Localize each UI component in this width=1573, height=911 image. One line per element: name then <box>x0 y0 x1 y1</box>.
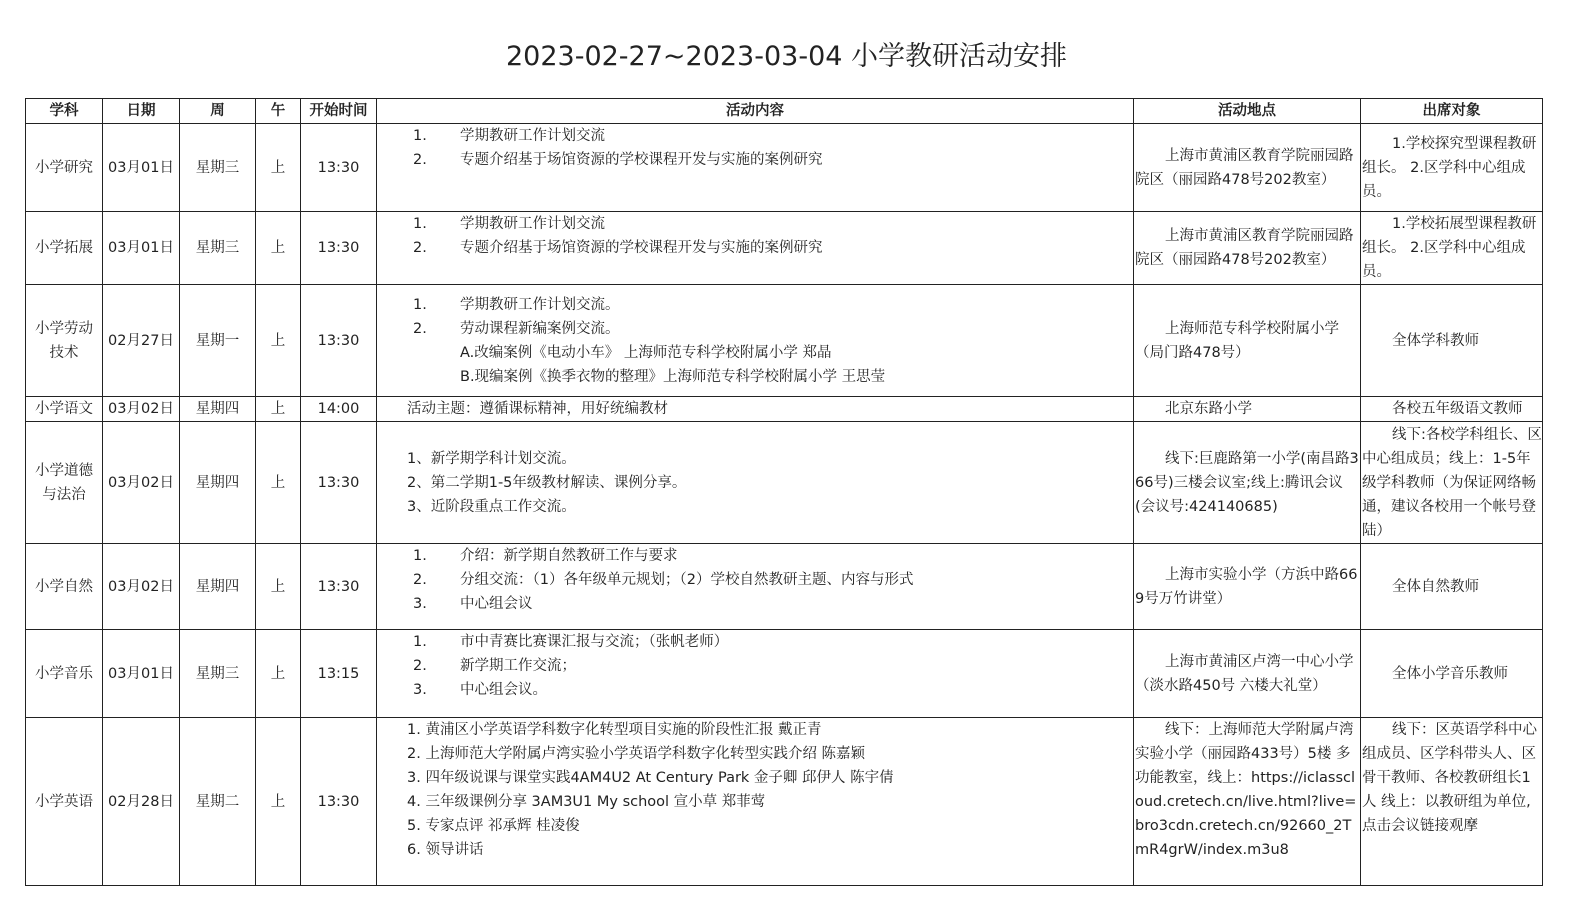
content-item: 2. 专题介绍基于场馆资源的学校课程开发与实施的案例研究 <box>413 152 823 168</box>
content-line: 3、近阶段重点工作交流。 <box>407 498 576 515</box>
content-item: 2. 劳动课程新编案例交流。 <box>413 320 620 337</box>
header-weekday: 周 <box>180 99 256 124</box>
cell-subject: 小学劳动技术 <box>26 285 103 397</box>
header-date: 日期 <box>103 99 180 124</box>
cell-place: 线下：上海师范大学附属卢湾实验小学（丽园路433号）5楼 多功能教室，线上：https://iclasscloud.cretech.cn/live.html?live=bro3cdn.cretech.cn/92660_2TmR4grW/index.m3u8 <box>1134 718 1361 886</box>
cell-weekday: 星期三 <box>180 630 256 718</box>
cell-target: 1.学校探究型课程教研组长。 2.区学科中心组成员。 <box>1361 124 1543 212</box>
cell-content <box>377 212 1134 285</box>
content-item: 2. 专题介绍基于场馆资源的学校课程开发与实施的案例研究 <box>413 240 823 256</box>
cell-weekday: 星期四 <box>180 397 256 422</box>
cell-place: 线下:巨鹿路第一小学(南昌路366号)三楼会议室;线上:腾讯会议(会议号:424140685) <box>1134 422 1361 544</box>
content-item: 1. 学期教研工作计划交流 <box>413 216 605 232</box>
cell-date: 03月02日 <box>103 544 180 630</box>
header-start-time: 开始时间 <box>301 99 377 124</box>
cell-date: 03月01日 <box>103 630 180 718</box>
cell-date: 03月02日 <box>103 422 180 544</box>
cell-place: 上海市实验小学（方浜中路669号万竹讲堂） <box>1134 544 1361 630</box>
table-row <box>26 422 1543 544</box>
cell-target: 全体小学音乐教师 <box>1361 630 1543 718</box>
cell-subject: 小学自然 <box>26 544 103 630</box>
content-line: 3. 四年级说课与课堂实践4AM4U2 At Century Park 金子卿 邱伊人 陈宇倩 <box>407 770 894 786</box>
cell-weekday: 星期一 <box>180 285 256 397</box>
cell-date: 03月02日 <box>103 397 180 422</box>
content-item: 1. 市中青赛比赛课汇报与交流；（张帆老师） <box>413 634 729 650</box>
header-place: 活动地点 <box>1134 99 1361 124</box>
cell-time: 14:00 <box>301 397 377 422</box>
cell-content <box>377 630 1134 718</box>
cell-half: 上 <box>256 544 301 630</box>
cell-subject: 小学语文 <box>26 397 103 422</box>
cell-content <box>377 422 1134 544</box>
cell-date: 03月01日 <box>103 212 180 285</box>
content-item: 1. 学期教研工作计划交流。 <box>413 296 620 313</box>
schedule-table <box>25 98 1543 886</box>
content-line: 5. 专家点评 祁承辉 桂凌俊 <box>407 818 580 834</box>
cell-place: 上海师范专科学校附属小学（局门路478号） <box>1134 285 1361 397</box>
cell-weekday: 星期四 <box>180 422 256 544</box>
cell-time: 13:30 <box>301 422 377 544</box>
header-half: 午 <box>256 99 301 124</box>
cell-content <box>377 124 1134 212</box>
cell-content: 活动主题：遵循课标精神，用好统编教材 <box>377 397 1134 422</box>
content-line: 2. 上海师范大学附属卢湾实验小学英语学科数字化转型实践介绍 陈嘉颖 <box>407 746 866 762</box>
cell-place: 上海市黄浦区教育学院丽园路院区（丽园路478号202教室） <box>1134 212 1361 285</box>
content-item: 3. 中心组会议。 <box>413 682 547 698</box>
cell-half: 上 <box>256 630 301 718</box>
cell-weekday: 星期四 <box>180 544 256 630</box>
cell-weekday: 星期三 <box>180 212 256 285</box>
header-content: 活动内容 <box>377 99 1134 124</box>
cell-target: 线下:各校学科组长、区中心组成员；线上：1-5年级学科教师（为保证网络畅通，建议各校用一个帐号登陆） <box>1361 422 1543 544</box>
cell-half: 上 <box>256 212 301 285</box>
cell-time: 13:30 <box>301 124 377 212</box>
cell-place: 上海市黄浦区教育学院丽园路院区（丽园路478号202教室） <box>1134 124 1361 212</box>
page-title: 2023-02-27~2023-03-04 小学教研活动安排 <box>505 41 1068 72</box>
cell-place: 上海市黄浦区卢湾一中心小学（淡水路450号 六楼大礼堂） <box>1134 630 1361 718</box>
cell-half: 上 <box>256 285 301 397</box>
content-subitem: A.改编案例《电动小车》 上海师范专科学校附属小学 郑晶 <box>460 344 832 361</box>
cell-date: 03月01日 <box>103 124 180 212</box>
table-row <box>26 544 1543 630</box>
cell-half: 上 <box>256 718 301 886</box>
content-item: 3. 中心组会议 <box>413 596 533 612</box>
cell-place: 北京东路小学 <box>1134 397 1361 422</box>
cell-target: 全体自然教师 <box>1361 544 1543 630</box>
content-line: 1. 黄浦区小学英语学科数字化转型项目实施的阶段性汇报 戴正青 <box>407 722 822 738</box>
cell-content <box>377 544 1134 630</box>
cell-time: 13:30 <box>301 544 377 630</box>
cell-subject: 小学研究 <box>26 124 103 212</box>
content-item: 2. 新学期工作交流； <box>413 658 576 674</box>
cell-target: 1.学校拓展型课程教研组长。 2.区学科中心组成员。 <box>1361 212 1543 285</box>
content-line: 4. 三年级课例分享 3AM3U1 My school 宣小草 郑菲莺 <box>407 794 766 810</box>
header-target: 出席对象 <box>1361 99 1543 124</box>
cell-subject: 小学英语 <box>26 718 103 886</box>
content-line: 2、第二学期1-5年级教材解读、课例分享。 <box>407 474 687 491</box>
cell-time: 13:30 <box>301 718 377 886</box>
cell-content <box>377 718 1134 886</box>
content-subitem: B.现编案例《换季衣物的整理》上海师范专科学校附属小学 王思莹 <box>460 368 886 385</box>
cell-target: 全体学科教师 <box>1361 285 1543 397</box>
content-line: 1、新学期学科计划交流。 <box>407 450 576 467</box>
header-row <box>26 99 1543 124</box>
content-item: 1. 学期教研工作计划交流 <box>413 128 605 144</box>
cell-time: 13:30 <box>301 212 377 285</box>
table-row <box>26 718 1543 886</box>
table-row <box>26 630 1543 718</box>
cell-date: 02月28日 <box>103 718 180 886</box>
cell-subject: 小学拓展 <box>26 212 103 285</box>
cell-half: 上 <box>256 422 301 544</box>
cell-time: 13:15 <box>301 630 377 718</box>
content-item: 1. 介绍：新学期自然教研工作与要求 <box>413 548 678 564</box>
cell-date: 02月27日 <box>103 285 180 397</box>
cell-content <box>377 285 1134 397</box>
table-row <box>26 124 1543 212</box>
cell-weekday: 星期二 <box>180 718 256 886</box>
cell-subject: 小学音乐 <box>26 630 103 718</box>
cell-subject: 小学道德与法治 <box>26 422 103 544</box>
content-line: 6. 领导讲话 <box>407 842 484 858</box>
cell-half: 上 <box>256 397 301 422</box>
cell-target: 线下：区英语学科中心组成员、区学科带头人、区骨干教师、各校教研组长1人 线上：以教研组为单位,点击会议链接观摩 <box>1361 718 1543 886</box>
table-row <box>26 285 1543 397</box>
cell-half: 上 <box>256 124 301 212</box>
table-row <box>26 212 1543 285</box>
table-row <box>26 397 1543 422</box>
header-subject: 学科 <box>26 99 103 124</box>
cell-weekday: 星期三 <box>180 124 256 212</box>
cell-time: 13:30 <box>301 285 377 397</box>
content-item: 2. 分组交流：（1）各年级单元规划；（2）学校自然教研主题、内容与形式 <box>413 572 914 588</box>
cell-target: 各校五年级语文教师 <box>1361 397 1543 422</box>
